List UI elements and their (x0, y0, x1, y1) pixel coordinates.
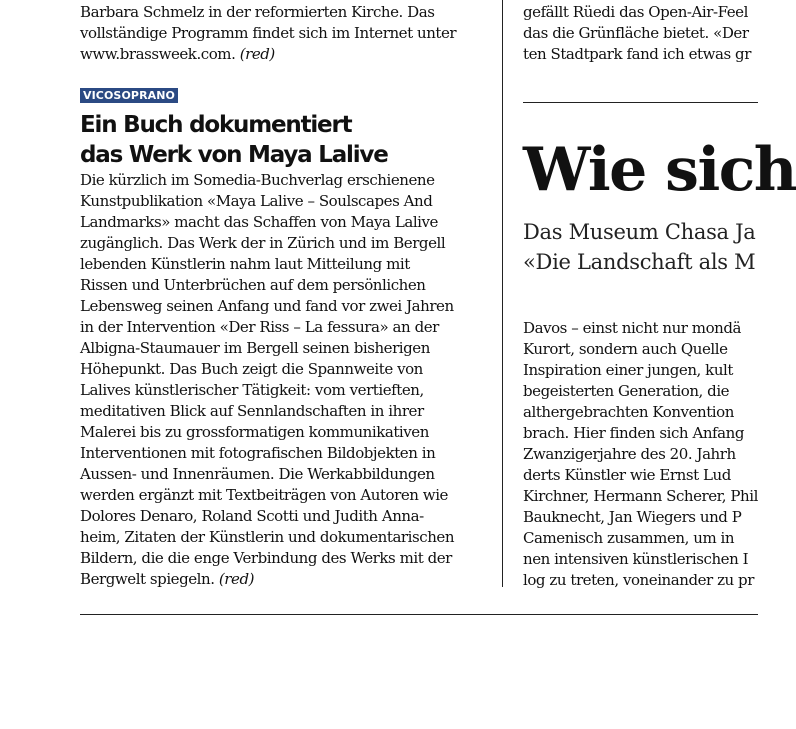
text-line: werden ergänzt mit Textbeiträgen von Autoren wie (80, 486, 448, 504)
text-line: Interventionen mit fotografischen Bildobjekten in (80, 444, 436, 462)
feature-subtitle (523, 217, 755, 277)
subtitle-line: Das Museum Chasa Ja (523, 220, 756, 244)
text-line: Kurort, sondern auch Quelle (523, 340, 728, 358)
text-line: gefällt Rüedi das Open-Air-Feel (523, 3, 748, 21)
text-line: Lebensweg seinen Anfang und fand vor zwei Jahren (80, 297, 454, 315)
text-line: Die kürzlich im Somedia-Buchverlag erschienene (80, 171, 435, 189)
text-line: Albigna-Staumauer im Bergell seinen bisherigen (80, 339, 430, 357)
text-line: Bauknecht, Jan Wiegers und P (523, 508, 742, 526)
text-line: Bildern, die die enge Verbindung des Werks mit der (80, 549, 452, 567)
text-line: brach. Hier finden sich Anfang (523, 424, 744, 442)
text-line (80, 569, 454, 590)
headline-line: Ein Buch dokumentiert (80, 112, 352, 138)
section-rule (523, 102, 758, 103)
text-line: das die Grünfläche bietet. «Der (523, 24, 749, 42)
text-line: ten Stadtpark fand ich etwas gr (523, 45, 751, 63)
headline-line: das Werk von Maya Lalive (80, 142, 388, 168)
text-line: Kunstpublikation «Maya Lalive – Soulscapes And (80, 192, 433, 210)
feature-title: Wie sich (523, 135, 796, 205)
text-line: Rissen und Unterbrüchen auf dem persönlichen (80, 276, 426, 294)
previous-article-ending (80, 2, 456, 65)
text-line: Landmarks» macht das Schaffen von Maya Lalive (80, 213, 438, 231)
bottom-rule (80, 614, 758, 615)
text-line: Camenisch zusammen, um in (523, 529, 735, 547)
column-divider (502, 0, 503, 587)
text-line: heim, Zitaten der Künstlerin und dokumentarischen (80, 528, 455, 546)
text-line: lebenden Künstlerin nahm laut Mitteilung mit (80, 255, 410, 273)
text-line: zugänglich. Das Werk der in Zürich und im Bergell (80, 234, 446, 252)
text-line: Aussen- und Innenräumen. Die Werkabbildungen (80, 465, 435, 483)
text-line: Malerei bis zu grossformatigen kommunikativen (80, 423, 429, 441)
text-line: althergebrachten Konvention (523, 403, 734, 421)
text-line: Lalives künstlerischer Tätigkeit: vom vertieften, (80, 381, 424, 399)
text-line: vollständige Programm findet sich im Internet unter (80, 24, 457, 42)
text-line: Kirchner, Hermann Scherer, Phil (523, 487, 758, 505)
article-headline (80, 110, 388, 170)
text-line: begeisterten Generation, die (523, 382, 730, 400)
location-kicker: VICOSOPRANO (80, 88, 178, 103)
previous-article-ending-right (523, 2, 751, 65)
text-line-end: Bergwelt spiegeln. (80, 570, 215, 588)
author-credit: (red) (218, 570, 254, 588)
text-line: log zu treten, voneinander zu pr (523, 571, 754, 589)
author-credit: (red) (239, 45, 275, 63)
text-line (80, 44, 456, 65)
text-line: Dolores Denaro, Roland Scotti und Judith Anna- (80, 507, 424, 525)
text-line: Inspiration einer jungen, kult (523, 361, 733, 379)
feature-body (523, 318, 758, 591)
text-line: meditativen Blick auf Sennlandschaften in ihrer (80, 402, 424, 420)
text-line: Davos – einst nicht nur mondä (523, 319, 742, 337)
text-line: Barbara Schmelz in der reformierten Kirche. Das (80, 3, 435, 21)
subtitle-line: «Die Landschaft als M (523, 250, 756, 274)
text-line: derts Künstler wie Ernst Lud (523, 466, 731, 484)
text-line: in der Intervention «Der Riss – La fessura» an der (80, 318, 439, 336)
article-body (80, 170, 454, 590)
text-line: Höhepunkt. Das Buch zeigt die Spannweite von (80, 360, 423, 378)
text-line: Zwanzigerjahre des 20. Jahrh (523, 445, 736, 463)
text-line: nen intensiven künstlerischen I (523, 550, 749, 568)
website-link-text: www.brassweek.com. (80, 45, 236, 63)
